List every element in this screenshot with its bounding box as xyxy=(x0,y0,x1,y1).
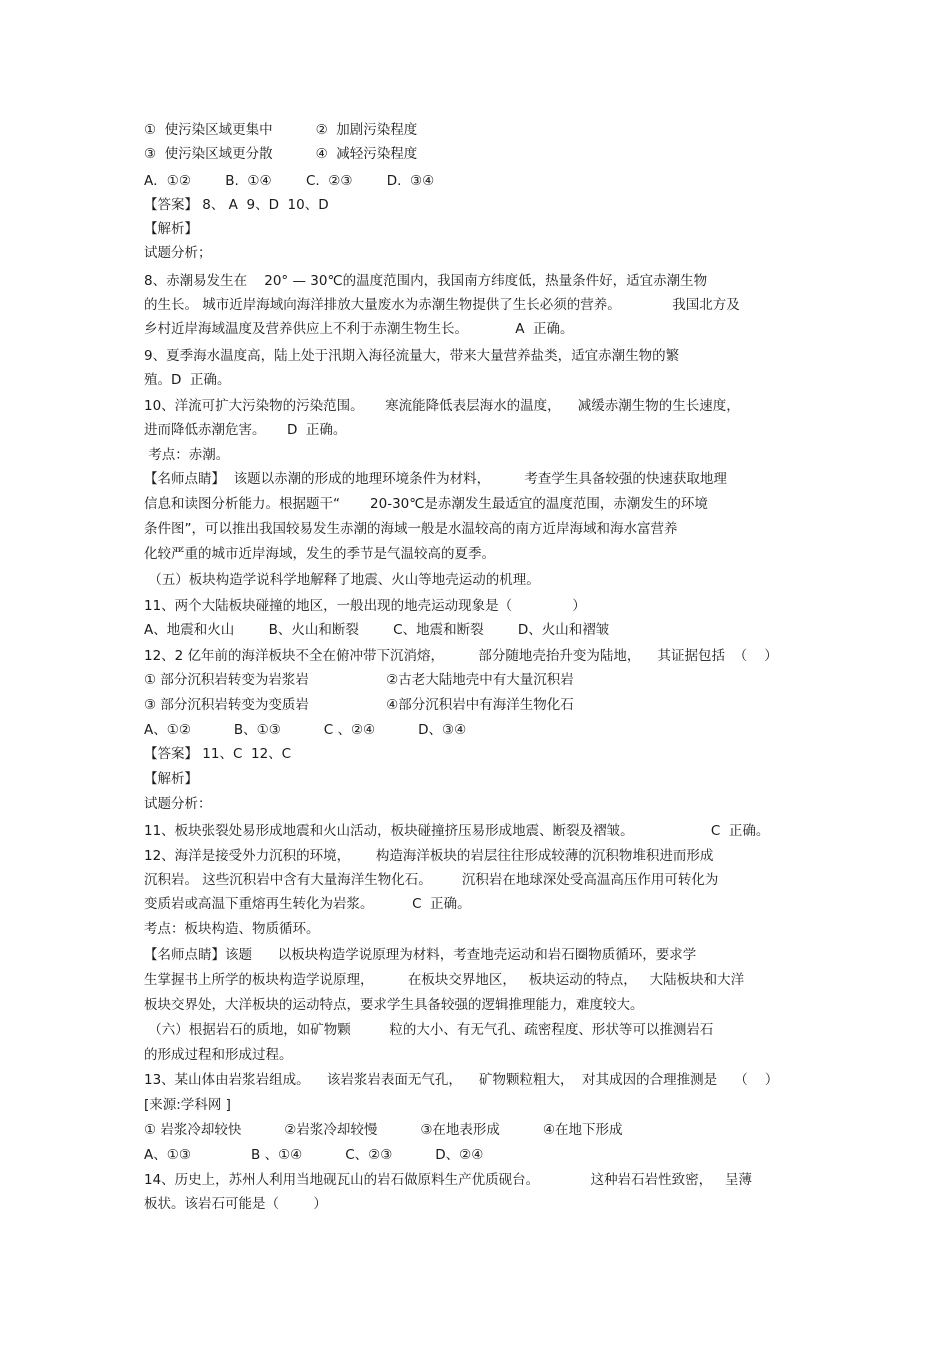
text-line: ③ 使污染区域更分散 ④ 减轻污染程度 xyxy=(144,146,418,162)
text-line: A．①② B. ①④ C. ②③ D. ③④ xyxy=(144,173,435,189)
text-line: 的生长。 城市近岸海域向海洋排放大量废水为赤潮生物提供了生长必须的营养。 我国北方及 xyxy=(144,297,740,313)
text-line: 【答案】 8、 A 9、D 10、D xyxy=(144,197,329,213)
text-line: 生掌握书上所学的板块构造学说原理， 在板块交界地区， 板块运动的特点， 大陆板块和大洋 xyxy=(144,972,745,988)
text-line: 乡村近岸海域温度及营养供应上不利于赤潮生物生长。 A 正确。 xyxy=(144,321,574,337)
text-line: 【答案】 11、C 12、C xyxy=(144,746,292,762)
text-line: 【名师点睛】 该题以赤潮的形成的地理环境条件为材料， 考查学生具备较强的快速获取地理 xyxy=(144,471,727,487)
text-line: 考点：板块构造、物质循环。 xyxy=(144,921,320,937)
text-line: 化较严重的城市近岸海域，发生的季节是气温较高的夏季。 xyxy=(144,546,495,562)
text-line: 8、赤潮易发生在 20° — 30℃的温度范围内，我国南方纬度低，热量条件好，适宜赤潮生物 xyxy=(144,273,708,289)
text-line: 【名师点睛】该题 以板块构造学说原理为材料，考查地壳运动和岩石圈物质循环，要求学 xyxy=(144,947,697,963)
text-line: 沉积岩。 这些沉积岩中含有大量海洋生物化石。 沉积岩在地球深处受高温高压作用可转化为 xyxy=(144,872,719,888)
text-line: 9、夏季海水温度高，陆上处于汛期入海径流量大，带来大量营养盐类，适宜赤潮生物的繁 xyxy=(144,348,680,364)
text-line: 考点：赤潮。 xyxy=(144,447,230,463)
text-line: 信息和读图分析能力。根据题干“ 20-30℃是赤潮发生最适宜的温度范围，赤潮发生的环境 xyxy=(144,496,708,512)
text-line: ① 岩浆冷却较快 ②岩浆冷却较慢 ③在地表形成 ④在地下形成 xyxy=(144,1122,623,1138)
text-line: 【解析】 xyxy=(144,771,198,787)
text-line: 11、板块张裂处易形成地震和火山活动，板块碰撞挤压易形成地震、断裂及褶皱。 C 正确。 xyxy=(144,823,770,839)
text-line: 试题分析； xyxy=(144,245,212,261)
text-line: [来源:学科网 ] xyxy=(144,1097,231,1113)
text-line: ③ 部分沉积岩转变为变质岩 ④部分沉积岩中有海洋生物化石 xyxy=(144,697,574,713)
text-line: A、①② B、①③ C 、②④ D、③④ xyxy=(144,722,467,738)
text-line: （六）根据岩石的质地，如矿物颗 粒的大小、有无气孔、疏密程度、形状等可以推测岩石 xyxy=(144,1022,714,1038)
text-line: 板状。该岩石可能是（ ） xyxy=(144,1196,327,1212)
text-line: ① 部分沉积岩转变为岩浆岩 ②古老大陆地壳中有大量沉积岩 xyxy=(144,672,574,688)
text-line: A、地震和火山 B、火山和断裂 C、地震和断裂 D、火山和褶皱 xyxy=(144,622,610,638)
text-line: （五）板块构造学说科学地解释了地震、火山等地壳运动的机理。 xyxy=(144,572,540,588)
text-line: 11、两个大陆板块碰撞的地区，一般出现的地壳运动现象是（ ） xyxy=(144,598,586,614)
text-line: 13、某山体由岩浆岩组成。 该岩浆岩表面无气孔， 矿物颗粒粗大， 对其成因的合理推测是 （ ） xyxy=(144,1072,779,1088)
text-line: 试题分析： xyxy=(144,796,212,812)
text-line: 10、洋流可扩大污染物的污染范围。 寒流能降低表层海水的温度， 减缓赤潮生物的生长速度， xyxy=(144,398,740,414)
text-line: ① 使污染区域更集中 ② 加剧污染程度 xyxy=(144,122,418,138)
text-line: 进而降低赤潮危害。 D 正确。 xyxy=(144,422,347,438)
text-line: 12、2 亿年前的海洋板块不全在俯冲带下沉消熔， 部分随地壳抬升变为陆地， 其证据包括 （ ） xyxy=(144,648,778,664)
text-line: 殖。D 正确。 xyxy=(144,372,231,388)
text-line: 板块交界处，大洋板块的运动特点，要求学生具备较强的逻辑推理能力，难度较大。 xyxy=(144,997,644,1013)
text-line: 12、海洋是接受外力沉积的环境， 构造海洋板块的岩层往往形成较薄的沉积物堆积进而形成 xyxy=(144,848,714,864)
text-line: 的形成过程和形成过程。 xyxy=(144,1047,293,1063)
text-line: 14、历史上，苏州人利用当地砚瓦山的岩石做原料生产优质砚台。 这种岩石岩性致密， 呈薄 xyxy=(144,1172,753,1188)
text-line: 变质岩或高温下重熔再生转化为岩浆。 C 正确。 xyxy=(144,896,471,912)
text-line: A、①③ B 、①④ C、②③ D、②④ xyxy=(144,1147,484,1163)
text-line: 【解析】 xyxy=(144,221,198,237)
text-line: 条件图”，可以推出我国较易发生赤潮的海域一般是水温较高的南方近岸海域和海水富营养 xyxy=(144,521,678,537)
